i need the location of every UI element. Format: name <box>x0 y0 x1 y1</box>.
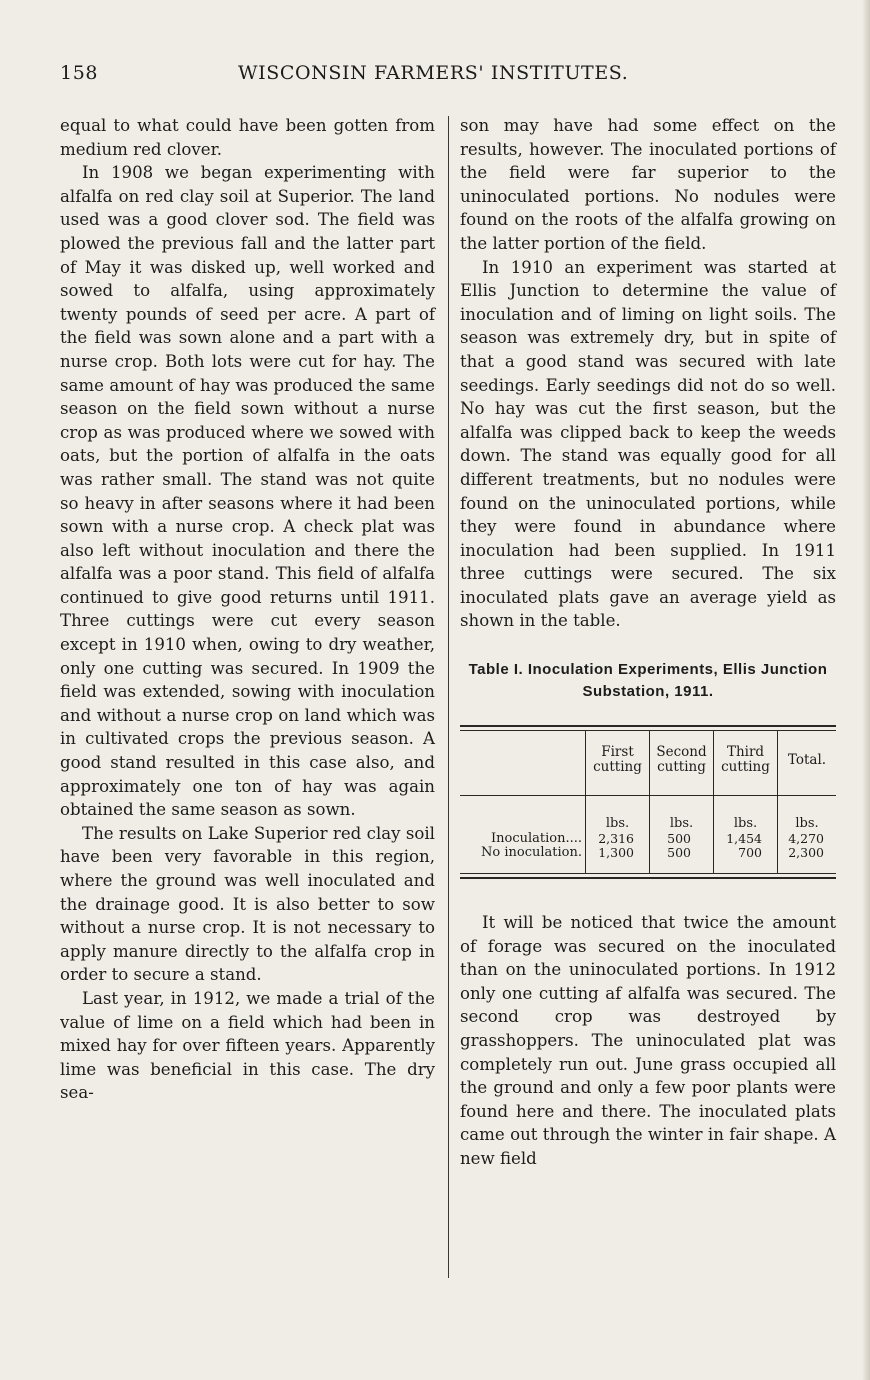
table-cell: 4,270 <box>788 831 824 847</box>
row-label-inoculation: Inoculation.... <box>490 831 582 847</box>
table-header-rule <box>460 795 836 796</box>
table-top-rule-thin <box>460 730 836 731</box>
unit-cell: lbs. <box>669 816 694 832</box>
paragraph: In 1908 we began experimenting with alfalfa on red clay soil at Superior. The land used was a good clover sod. The field was plowed the previous fall and the latter part of May it was disked up, well worked and sowed to alfalfa, using approximately twenty pounds of seed per acre. A part of the field was sown alone and a part with a nurse crop. Both lots were cut for hay. The same amount of hay was produced the same season on the field sown without a nurse crop as was produced where we sowed with oats, but the portion of alfalfa in the oats was rather small. The stand was not quite so heavy in after seasons where it had been sown with a nurse crop. A check plat was also left without inoculation and there the alfalfa was a poor stand. This field of alfalfa continued to give good returns until 1911. Three cuttings were cut every season except in 1910 when, owing to dry weather, only one cutting was secured. In 1909 the field was extended, sowing with inoculation and without a nurse crop on land which was in cultivated crops the previous season. A good stand resulted in this case also, and approximately one ton of hay was again obtained the same season as sown. <box>60 163 435 820</box>
page-header <box>60 62 840 92</box>
unit-cell: lbs. <box>605 816 630 832</box>
table-top-rule <box>460 725 836 727</box>
table-cell: 2,316 <box>598 831 634 847</box>
row-label-no-inoculation: No inoculation. <box>481 845 582 861</box>
col-header-first-cutting <box>586 745 649 775</box>
col-header-line: cutting <box>593 759 642 776</box>
unit-cell: lbs. <box>795 816 819 832</box>
data-table <box>460 725 836 885</box>
page-edge-shadow <box>862 0 870 1380</box>
paragraph: son may have had some effect on the results, however. The inoculated portions of the field were far superior to the uninoculated portions. No nodules were found on the roots of the alfalfa growing on the latter portion of the field. <box>460 116 836 253</box>
table-cell: 700 <box>738 845 762 861</box>
table-cell: 1,300 <box>598 845 634 861</box>
col-header-line: Third <box>726 744 765 761</box>
paragraph: The results on Lake Superior red clay soil have been very favorable in this region, where the ground was well inoculated and the drainage good. It is also better to sow without a nurse crop. It is not necessary to apply manure directly to the alfalfa crop in order to secure a stand. <box>60 823 435 985</box>
paragraph: equal to what could have been gotten from medium red clover. <box>60 116 435 159</box>
right-column <box>460 114 836 1171</box>
paragraph: In 1910 an experiment was started at Ellis Junction to determine the value of inoculation and of liming on light soils. The season was extremely dry, but in spite of that a good stand was secured with late seedings. Early seedings did not do so well. No hay was cut the first season, but the alfalfa was clipped back to keep the weeds down. The stand was equally good for all different treatments, but no nodules were found on the uninoculated portions, while they were found in abundance where inoculation had been supplied. In 1911 three cuttings were secured. The six inoculated plats gave an average yield as shown in the table. <box>460 257 836 631</box>
table-cell: 500 <box>667 845 691 861</box>
left-column <box>60 114 435 1105</box>
paragraph: Last year, in 1912, we made a trial of the value of lime on a field which had been in mixed hay for over fifteen years. Apparently lime was beneficial in this case. The dry sea- <box>60 988 435 1103</box>
running-head: WISCONSIN FARMERS' INSTITUTES. <box>238 62 629 84</box>
col-header-third-cutting <box>714 745 777 775</box>
table-caption: Table I. Inoculation Experiments, Ellis Junction Substation, 1911. <box>468 661 828 701</box>
col-header-line: Second <box>656 744 707 761</box>
table-cell: 1,454 <box>726 831 762 847</box>
col-header-line: cutting <box>721 759 770 776</box>
table-spacer <box>460 885 836 911</box>
paragraph: It will be noticed that twice the amount of forage was secured on the inoculated than on the uninoculated portions. In 1912 only one cutting af alfalfa was secured. The second crop was destroyed by grasshoppers. The uninoculated plat was completely run out. June grass occupied all the ground and only a few poor plants were found here and there. The inoculated plats came out through the winter in fair shape. A new field <box>460 913 836 1168</box>
col-header-line: cutting <box>657 759 706 776</box>
table-cell: 2,300 <box>788 845 824 861</box>
page-number: 158 <box>60 62 99 84</box>
column-divider <box>448 116 449 1278</box>
col-header-line: First <box>601 744 634 761</box>
col-header-total <box>778 753 836 768</box>
table-cell: 500 <box>667 831 691 847</box>
table-bottom-rule <box>460 877 836 879</box>
unit-cell: lbs. <box>733 816 758 832</box>
table-bottom-rule-thin <box>460 873 836 874</box>
col-header-line: Total. <box>787 752 827 769</box>
col-header-second-cutting <box>650 745 713 775</box>
